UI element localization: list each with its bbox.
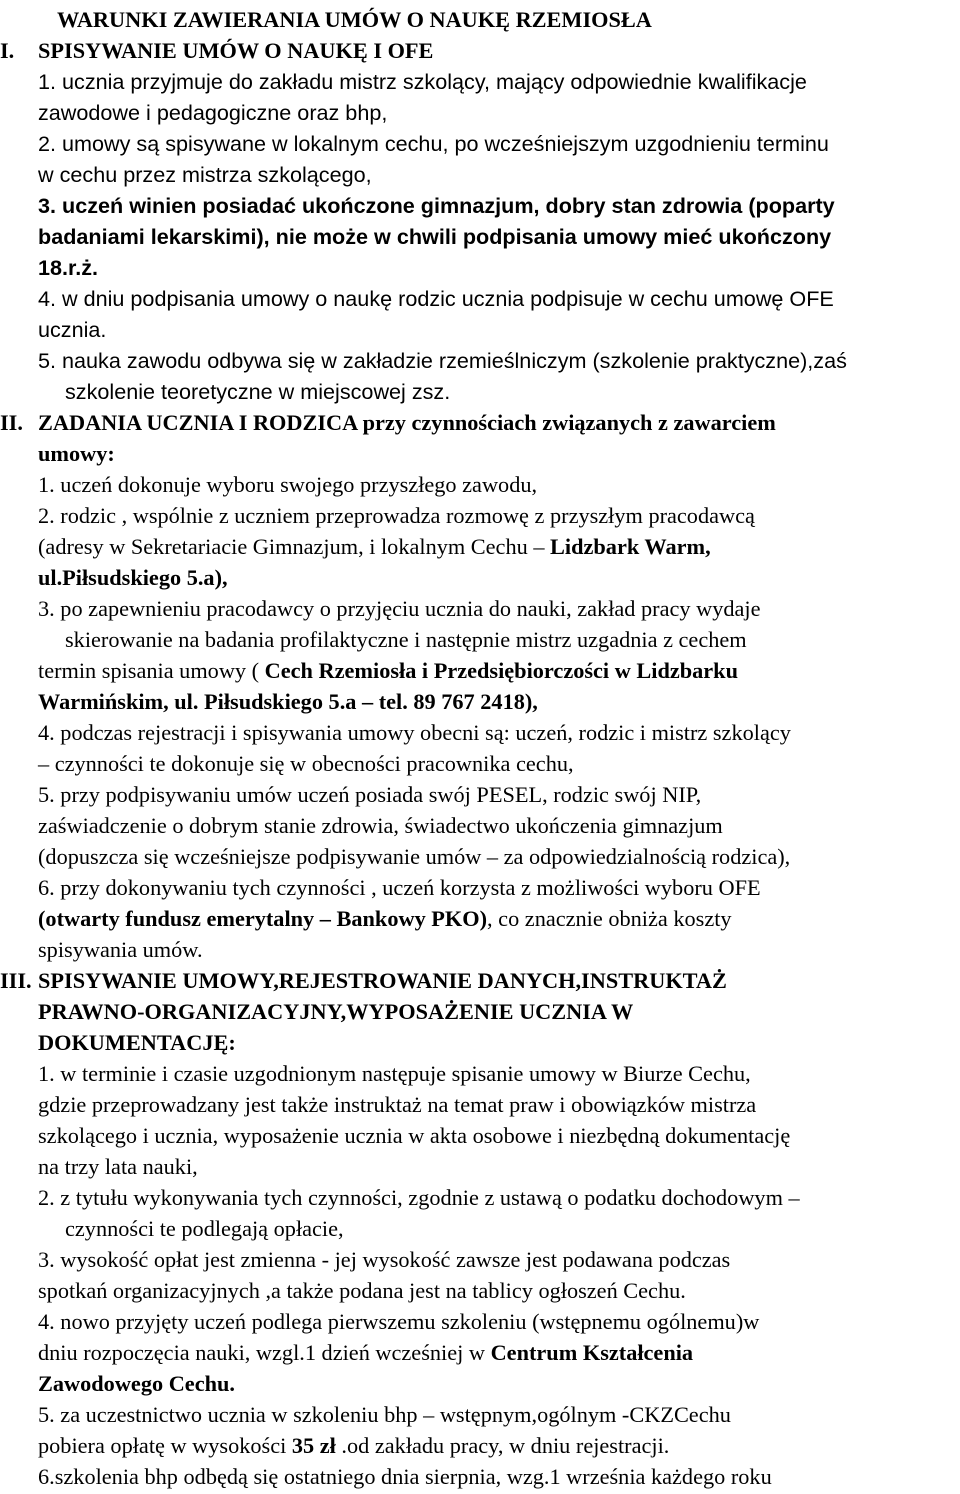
paragraph-line: [38, 903, 956, 934]
paragraph-line: 5. nauka zawodu odbywa się w zakładzie rzemieślniczym (szkolenie praktyczne),zaś: [38, 348, 847, 373]
section-3-number: III.: [0, 968, 32, 993]
paragraph-line: 4. w dniu podpisania umowy o naukę rodzic ucznia podpisuje w cechu umowę OFE: [38, 286, 834, 311]
section-2-heading: [0, 407, 956, 438]
paragraph-line: 2. z tytułu wykonywania tych czynności, zgodnie z ustawą o podatku dochodowym –: [38, 1185, 800, 1210]
paragraph-line: 6. przy dokonywaniu tych czynności , uczeń korzysta z możliwości wyboru OFE: [38, 875, 761, 900]
section-1-heading-text: SPISYWANIE UMÓW O NAUKĘ I OFE: [38, 38, 434, 63]
paragraph-line: [38, 1430, 956, 1461]
text-run-bold: Cech Rzemiosła i Przedsiębiorczości w Lidzbarku: [264, 658, 738, 683]
text-run: (adresy w Sekretariacie Gimnazjum, i lokalnym Cechu –: [38, 534, 551, 559]
paragraph-line: zaświadczenie o dobrym stanie zdrowia, świadectwo ukończenia gimnazjum: [38, 813, 723, 838]
paragraph-line: – czynności te dokonuje się w obecności pracownika cechu,: [38, 751, 574, 776]
paragraph-line: Warmińskim, ul. Piłsudskiego 5.a – tel. 89 767 2418),: [38, 689, 538, 714]
paragraph-line: ul.Piłsudskiego 5.a),: [38, 565, 228, 590]
paragraph-line: (dopuszcza się wcześniejsze podpisywanie umów – za odpowiedzialnością rodzica),: [38, 844, 791, 869]
paragraph-line: 2. rodzic , wspólnie z uczniem przeprowadza rozmowę z przyszłym pracodawcą: [38, 503, 755, 528]
paragraph-line: spisywania umów.: [38, 937, 203, 962]
text-run-bold: (otwarty fundusz emerytalny – Bankowy PKO): [38, 906, 488, 931]
text-run-bold: Centrum Kształcenia: [490, 1340, 694, 1365]
section-3-heading-cont: DOKUMENTACJĘ:: [38, 1030, 236, 1055]
paragraph-line: 3. uczeń winien posiadać ukończone gimnazjum, dobry stan zdrowia (poparty: [38, 193, 835, 218]
paragraph-line: ucznia.: [38, 317, 107, 342]
document-page: [0, 4, 956, 1492]
paragraph-line: zawodowe i pedagogiczne oraz bhp,: [38, 100, 388, 125]
paragraph-line: gdzie przeprowadzany jest także instruktaż na temat praw i obowiązków mistrza: [38, 1092, 757, 1117]
paragraph-line: badaniami lekarskimi), nie może w chwili podpisania umowy mieć ukończony: [38, 224, 832, 249]
paragraph-line: na trzy lata nauki,: [38, 1154, 198, 1179]
text-run: termin spisania umowy (: [38, 658, 265, 683]
paragraph-line: 3. po zapewnieniu pracodawcy o przyjęciu ucznia do nauki, zakład pracy wydaje: [38, 596, 761, 621]
section-3-heading-text: SPISYWANIE UMOWY,REJESTROWANIE DANYCH,INSTRUKTAŻ: [38, 968, 727, 993]
paragraph-line: 6.szkolenia bhp odbędą się ostatniego dnia sierpnia, wzg.1 września każdego roku: [38, 1464, 772, 1489]
paragraph-line: szkolącego i ucznia, wyposażenie ucznia w akta osobowe i niezbędną dokumentację: [38, 1123, 791, 1148]
section-1-number: I.: [0, 38, 15, 63]
paragraph-line: Zawodowego Cechu.: [38, 1371, 235, 1396]
section-3-heading: [0, 965, 956, 996]
paragraph-line: [38, 531, 956, 562]
document-title: WARUNKI ZAWIERANIA UMÓW O NAUKĘ RZEMIOSŁA: [57, 7, 652, 32]
paragraph-line: w cechu przez mistrza szkolącego,: [38, 162, 372, 187]
paragraph-line: 18.r.ż.: [38, 255, 99, 280]
paragraph-line: spotkań organizacyjnych ,a także podana jest na tablicy ogłoszeń Cechu.: [38, 1278, 686, 1303]
text-run: .od zakładu pracy, w dniu rejestracji.: [335, 1433, 670, 1458]
paragraph-line: 4. podczas rejestracji i spisywania umowy obecni są: uczeń, rodzic i mistrz szkolący: [38, 720, 791, 745]
text-run-bold: 35 zł: [291, 1433, 336, 1458]
section-2-heading-text: ZADANIA UCZNIA I RODZICA przy czynnościach związanych z zawarciem: [38, 410, 776, 435]
paragraph-line: 4. nowo przyjęty uczeń podlega pierwszemu szkoleniu (wstępnemu ogólnemu)w: [38, 1309, 760, 1334]
paragraph-line: [38, 655, 956, 686]
text-run: pobiera opłatę w wysokości: [38, 1433, 292, 1458]
text-run-bold: Lidzbark Warm,: [550, 534, 711, 559]
paragraph-line: skierowanie na badania profilaktyczne i następnie mistrz uzgadnia z cechem: [65, 627, 747, 652]
paragraph-line: 5. za uczestnictwo ucznia w szkoleniu bhp – wstępnym,ogólnym -CKZCechu: [38, 1402, 731, 1427]
paragraph-line: 5. przy podpisywaniu umów uczeń posiada swój PESEL, rodzic swój NIP,: [38, 782, 702, 807]
paragraph-line: [38, 1337, 956, 1368]
paragraph-line: czynności te podlegają opłacie,: [65, 1216, 344, 1241]
section-1-heading: [0, 35, 956, 66]
section-2-heading-cont: umowy:: [38, 441, 115, 466]
paragraph-line: 2. umowy są spisywane w lokalnym cechu, po wcześniejszym uzgodnieniu terminu: [38, 131, 829, 156]
text-run: , co znacznie obniża koszty: [487, 906, 732, 931]
section-2-number: II.: [0, 410, 23, 435]
paragraph-line: 3. wysokość opłat jest zmienna - jej wysokość zawsze jest podawana podczas: [38, 1247, 731, 1272]
text-run: dniu rozpoczęcia nauki, wzgl.1 dzień wcześniej w: [38, 1340, 491, 1365]
paragraph-line: 1. ucznia przyjmuje do zakładu mistrz szkolący, mający odpowiednie kwalifikacje: [38, 69, 807, 94]
paragraph-line: 1. uczeń dokonuje wyboru swojego przyszłego zawodu,: [38, 472, 538, 497]
section-3-heading-cont: PRAWNO-ORGANIZACYJNY,WYPOSAŻENIE UCZNIA W: [38, 999, 634, 1024]
paragraph-line: 1. w terminie i czasie uzgodnionym następuje spisanie umowy w Biurze Cechu,: [38, 1061, 751, 1086]
paragraph-line: szkolenie teoretyczne w miejscowej zsz.: [65, 379, 451, 404]
